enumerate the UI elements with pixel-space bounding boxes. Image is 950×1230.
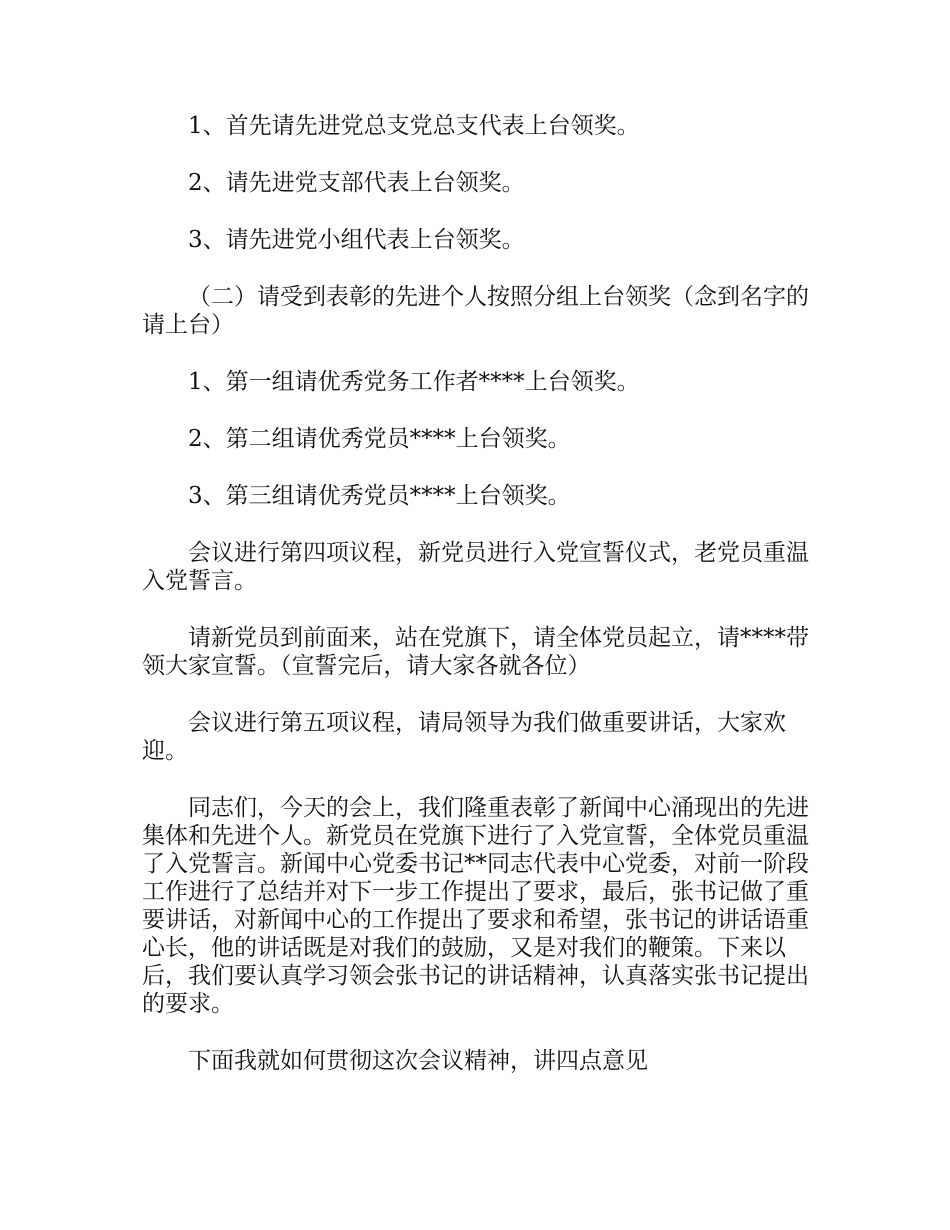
paragraph: 2、第二组请优秀党员****上台领奖。 <box>188 426 571 452</box>
paragraph: 3、请先进党小组代表上台领奖。 <box>188 227 525 253</box>
paragraph: 1、第一组请优秀党务工作者****上台领奖。 <box>188 369 640 395</box>
paragraph: 1、首先请先进党总支党总支代表上台领奖。 <box>188 113 640 139</box>
paragraph: 下面我就如何贯彻这次会议精神，讲四点意见 <box>188 1048 648 1074</box>
paragraph: 2、请先进党支部代表上台领奖。 <box>188 170 525 196</box>
paragraph: 同志们，今天的会上，我们隆重表彰了新闻中心涌现出的先进集体和先进个人。新党员在党旗下进行了入党宣誓，全体党员重温了入党誓言。新闻中心党委书记**同志代表中心党委，对前一阶段工作进行了总结并对下一步工作提出了要求，最后，张书记做了重要讲话，对新闻中心的工作提出了要求和希望，张书记的讲话语重心长，他的讲话既是对我们的鼓励，又是对我们的鞭策。下来以后，我们要认真学习领会张书记的讲话精神，认真落实张书记提出的要求。 <box>142 795 809 1017</box>
paragraph: 会议进行第五项议程，请局领导为我们做重要讲话，大家欢迎。 <box>142 710 786 764</box>
document-body <box>142 112 812 1104</box>
paragraph: 3、第三组请优秀党员****上台领奖。 <box>188 483 571 509</box>
paragraph: （二）请受到表彰的先进个人按照分组上台领奖（念到名字的请上台） <box>142 284 809 338</box>
paragraph: 会议进行第四项议程，新党员进行入党宣誓仪式，老党员重温入党誓言。 <box>142 540 809 594</box>
paragraph: 请新党员到前面来，站在党旗下，请全体党员起立，请****带领大家宣誓。（宣誓完后，请大家各就各位） <box>142 625 809 679</box>
